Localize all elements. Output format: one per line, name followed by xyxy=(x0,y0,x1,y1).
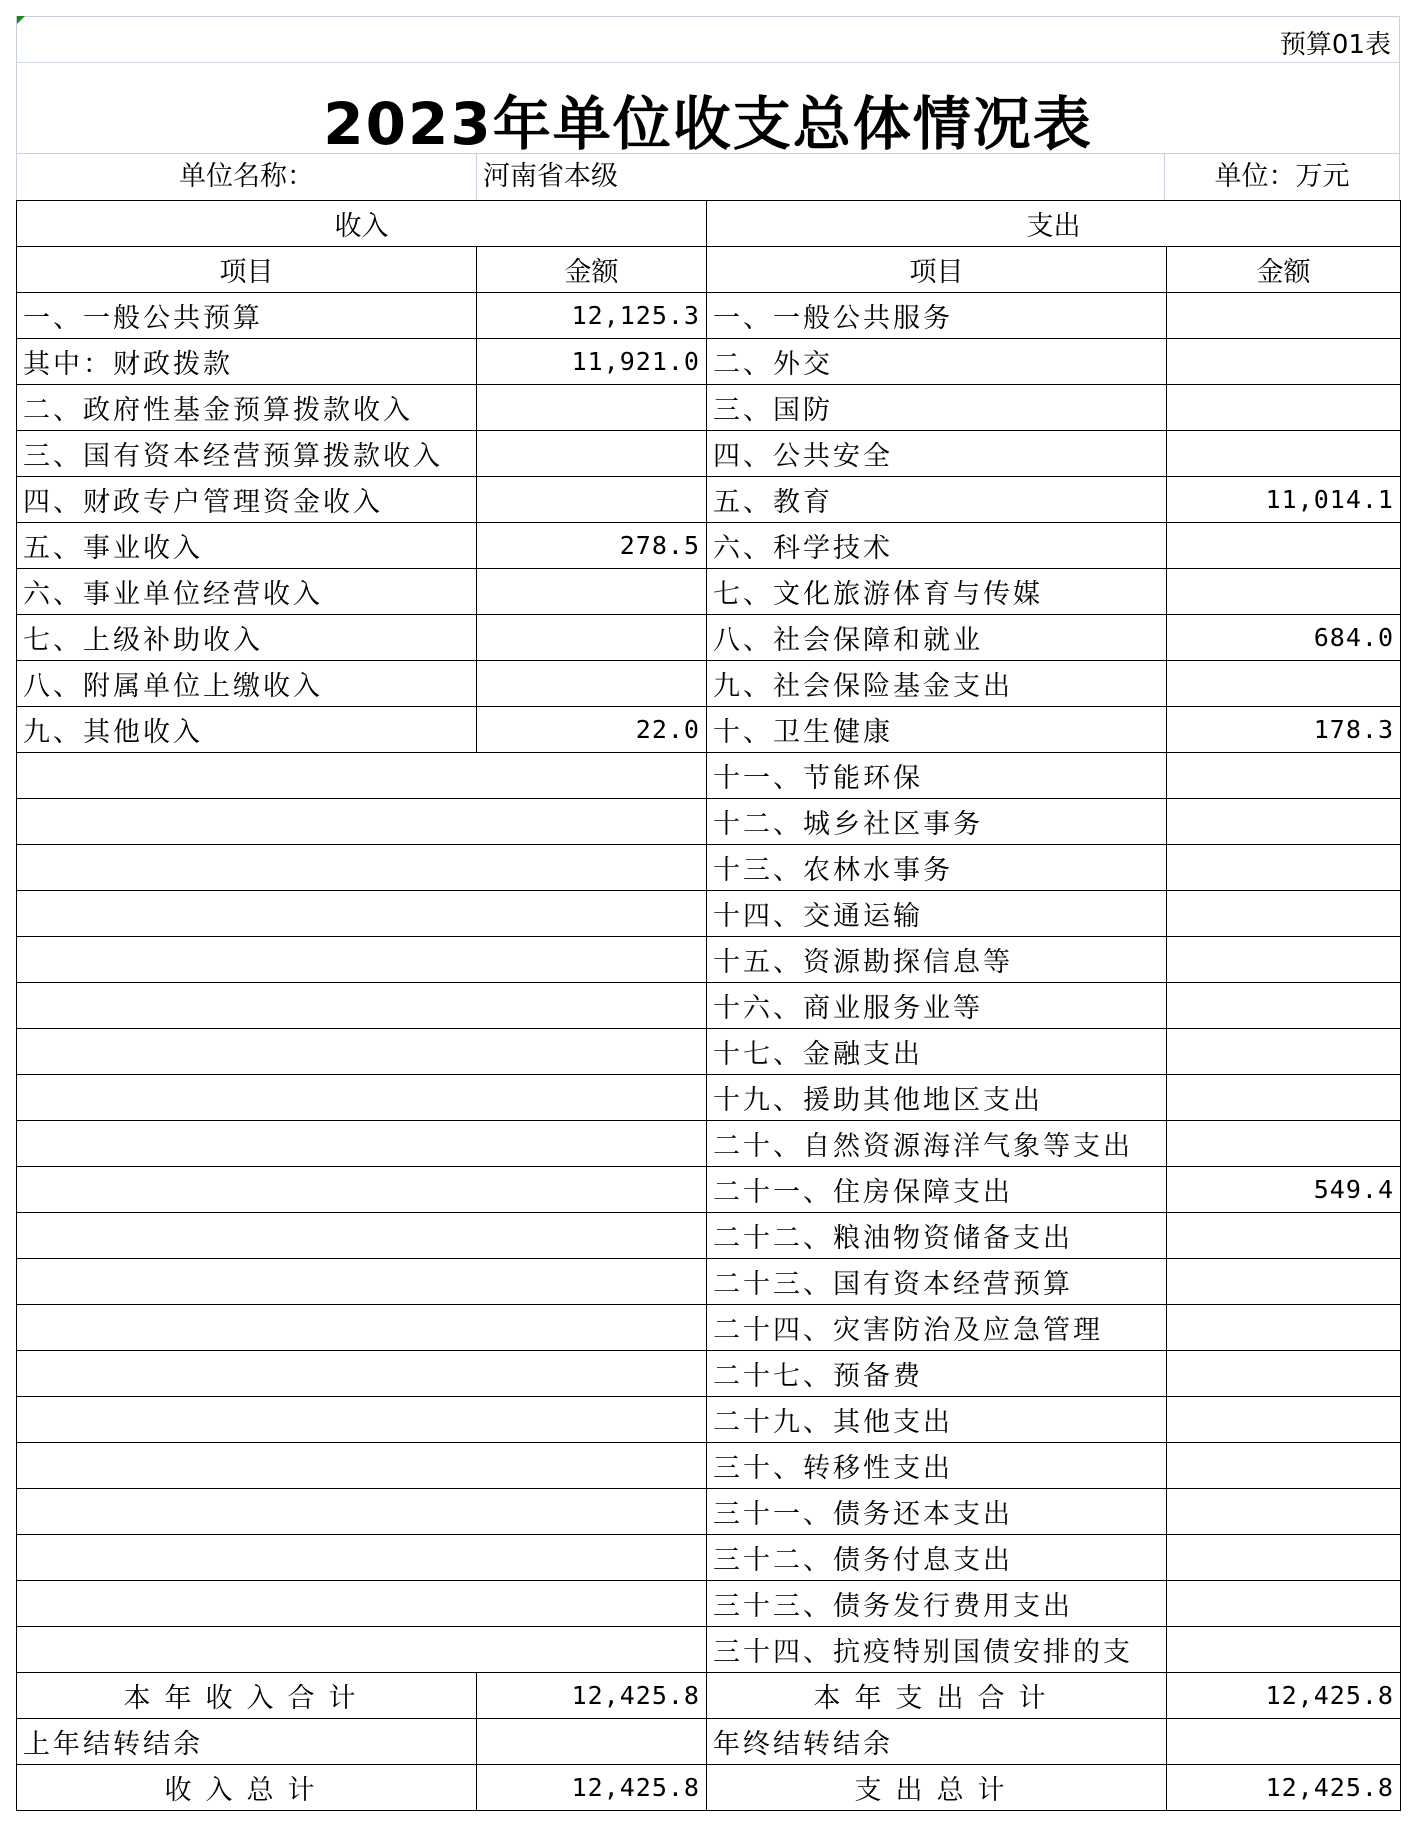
expense-amount-cell xyxy=(1167,1581,1401,1627)
income-item-cell: 一、一般公共预算 xyxy=(17,293,477,339)
expense-amount-cell xyxy=(1167,1029,1401,1075)
page-title: 2023年单位收支总体情况表 xyxy=(323,90,1093,158)
expense-item-cell: 二十四、灾害防治及应急管理 xyxy=(707,1305,1167,1351)
expense-amount-cell xyxy=(1167,1351,1401,1397)
table-row xyxy=(17,385,1401,431)
expense-item-cell: 三十一、债务还本支出 xyxy=(707,1489,1167,1535)
income-item-cell xyxy=(17,1443,707,1489)
table-row xyxy=(17,983,1401,1029)
income-item-cell xyxy=(17,891,707,937)
table-row xyxy=(17,1075,1401,1121)
income-amount-cell: 11,921.0 xyxy=(477,339,707,385)
expense-amount-cell xyxy=(1167,983,1401,1029)
table-row xyxy=(17,891,1401,937)
expense-amount-cell xyxy=(1167,1075,1401,1121)
income-item-cell xyxy=(17,1029,707,1075)
annual-total-row xyxy=(17,1673,1401,1719)
table-row xyxy=(17,615,1401,661)
income-amount-cell xyxy=(477,477,707,523)
table-row xyxy=(17,477,1401,523)
budget-table xyxy=(16,200,1401,1811)
expense-item-cell: 十五、资源勘探信息等 xyxy=(707,937,1167,983)
section-header-row xyxy=(17,201,1401,247)
expense-amount-cell: 549.4 xyxy=(1167,1167,1401,1213)
grand-expense-label: 支出总计 xyxy=(707,1765,1167,1811)
expense-item-cell: 七、文化旅游体育与传媒 xyxy=(707,569,1167,615)
table-row xyxy=(17,661,1401,707)
budget-sheet xyxy=(16,16,1400,1812)
expense-amount-cell xyxy=(1167,1489,1401,1535)
table-row xyxy=(17,753,1401,799)
expense-amount-cell xyxy=(1167,753,1401,799)
expense-amount-col-header: 金额 xyxy=(1167,247,1401,293)
grand-income-label: 收入总计 xyxy=(17,1765,477,1811)
corner-marker-icon xyxy=(17,16,25,24)
form-code-row xyxy=(16,16,1400,62)
income-amount-cell xyxy=(477,661,707,707)
expense-amount-cell xyxy=(1167,1121,1401,1167)
prior-balance-value xyxy=(477,1719,707,1765)
prior-balance-label: 上年结转结余 xyxy=(17,1719,477,1765)
expense-amount-cell xyxy=(1167,293,1401,339)
income-header: 收入 xyxy=(17,201,707,247)
table-row xyxy=(17,523,1401,569)
table-row xyxy=(17,1489,1401,1535)
table-row xyxy=(17,431,1401,477)
expense-amount-cell xyxy=(1167,385,1401,431)
table-row xyxy=(17,707,1401,753)
expense-amount-cell xyxy=(1167,1213,1401,1259)
income-item-cell xyxy=(17,1075,707,1121)
table-row xyxy=(17,1351,1401,1397)
expense-amount-cell xyxy=(1167,1305,1401,1351)
unit-info-row xyxy=(16,154,1400,200)
income-total-label: 本年收入合计 xyxy=(17,1673,477,1719)
expense-item-cell: 三十四、抗疫特别国债安排的支 xyxy=(707,1627,1167,1673)
expense-item-col-header: 项目 xyxy=(707,247,1167,293)
expense-amount-cell xyxy=(1167,339,1401,385)
expense-amount-cell xyxy=(1167,845,1401,891)
form-code: 预算01表 xyxy=(1279,30,1391,60)
income-item-cell xyxy=(17,1351,707,1397)
expense-amount-cell: 684.0 xyxy=(1167,615,1401,661)
expense-amount-cell xyxy=(1167,661,1401,707)
expense-item-cell: 十三、农林水事务 xyxy=(707,845,1167,891)
income-item-cell: 五、事业收入 xyxy=(17,523,477,569)
income-item-cell xyxy=(17,799,707,845)
table-row xyxy=(17,937,1401,983)
unit-name-label: 单位名称： xyxy=(16,154,476,200)
expense-item-cell: 二、外交 xyxy=(707,339,1167,385)
table-row xyxy=(17,799,1401,845)
expense-amount-cell xyxy=(1167,431,1401,477)
table-row xyxy=(17,1397,1401,1443)
table-row xyxy=(17,1581,1401,1627)
income-total-value: 12,425.8 xyxy=(477,1673,707,1719)
expense-item-cell: 十六、商业服务业等 xyxy=(707,983,1167,1029)
income-amount-cell: 22.0 xyxy=(477,707,707,753)
income-item-cell: 九、其他收入 xyxy=(17,707,477,753)
table-row xyxy=(17,1305,1401,1351)
table-row xyxy=(17,1167,1401,1213)
expense-amount-cell: 11,014.1 xyxy=(1167,477,1401,523)
income-item-cell: 三、国有资本经营预算拨款收入 xyxy=(17,431,477,477)
income-item-cell xyxy=(17,1489,707,1535)
expense-amount-cell xyxy=(1167,1443,1401,1489)
expense-total-value: 12,425.8 xyxy=(1167,1673,1401,1719)
expense-item-cell: 二十三、国有资本经营预算 xyxy=(707,1259,1167,1305)
table-row xyxy=(17,1029,1401,1075)
table-row xyxy=(17,845,1401,891)
table-row xyxy=(17,293,1401,339)
expense-item-cell: 二十、自然资源海洋气象等支出 xyxy=(707,1121,1167,1167)
expense-amount-cell xyxy=(1167,523,1401,569)
expense-item-cell: 六、科学技术 xyxy=(707,523,1167,569)
income-item-cell: 二、政府性基金预算拨款收入 xyxy=(17,385,477,431)
income-item-cell xyxy=(17,1397,707,1443)
table-row xyxy=(17,569,1401,615)
year-end-balance-label: 年终结转结余 xyxy=(707,1719,1167,1765)
expense-item-cell: 八、社会保障和就业 xyxy=(707,615,1167,661)
income-item-cell xyxy=(17,1259,707,1305)
unit-name-value: 河南省本级 xyxy=(476,154,1164,200)
expense-amount-cell xyxy=(1167,1397,1401,1443)
expense-amount-cell xyxy=(1167,569,1401,615)
expense-item-cell: 五、教育 xyxy=(707,477,1167,523)
income-item-cell xyxy=(17,937,707,983)
currency-unit: 单位：万元 xyxy=(1164,154,1400,200)
expense-amount-cell xyxy=(1167,799,1401,845)
income-item-cell: 八、附属单位上缴收入 xyxy=(17,661,477,707)
table-row xyxy=(17,1213,1401,1259)
income-amount-col-header: 金额 xyxy=(477,247,707,293)
grand-income-value: 12,425.8 xyxy=(477,1765,707,1811)
expense-item-cell: 二十二、粮油物资储备支出 xyxy=(707,1213,1167,1259)
expense-amount-cell xyxy=(1167,1259,1401,1305)
income-amount-cell xyxy=(477,431,707,477)
expense-amount-cell xyxy=(1167,891,1401,937)
table-row xyxy=(17,1535,1401,1581)
expense-item-cell: 三、国防 xyxy=(707,385,1167,431)
expense-amount-cell xyxy=(1167,1535,1401,1581)
income-item-cell: 六、事业单位经营收入 xyxy=(17,569,477,615)
table-row xyxy=(17,1121,1401,1167)
income-item-cell xyxy=(17,753,707,799)
expense-item-cell: 十九、援助其他地区支出 xyxy=(707,1075,1167,1121)
expense-item-cell: 二十九、其他支出 xyxy=(707,1397,1167,1443)
year-end-balance-value xyxy=(1167,1719,1401,1765)
income-item-cell xyxy=(17,1213,707,1259)
title-row xyxy=(16,62,1400,158)
expense-item-cell: 一、一般公共服务 xyxy=(707,293,1167,339)
income-amount-cell: 278.5 xyxy=(477,523,707,569)
expense-item-cell: 二十七、预备费 xyxy=(707,1351,1167,1397)
table-row xyxy=(17,1443,1401,1489)
expense-item-cell: 三十二、债务付息支出 xyxy=(707,1535,1167,1581)
expense-item-cell: 十七、金融支出 xyxy=(707,1029,1167,1075)
income-item-cell xyxy=(17,1305,707,1351)
income-item-col-header: 项目 xyxy=(17,247,477,293)
table-row xyxy=(17,1259,1401,1305)
income-item-cell xyxy=(17,1167,707,1213)
grand-total-row xyxy=(17,1765,1401,1811)
income-item-cell xyxy=(17,1535,707,1581)
column-header-row xyxy=(17,247,1401,293)
expense-item-cell: 三十、转移性支出 xyxy=(707,1443,1167,1489)
income-amount-cell: 12,125.3 xyxy=(477,293,707,339)
expense-item-cell: 二十一、住房保障支出 xyxy=(707,1167,1167,1213)
income-amount-cell xyxy=(477,615,707,661)
expense-item-cell: 十二、城乡社区事务 xyxy=(707,799,1167,845)
expense-item-cell: 三十三、债务发行费用支出 xyxy=(707,1581,1167,1627)
balance-row xyxy=(17,1719,1401,1765)
expense-amount-cell: 178.3 xyxy=(1167,707,1401,753)
income-amount-cell xyxy=(477,385,707,431)
income-item-cell xyxy=(17,845,707,891)
income-item-cell xyxy=(17,1627,707,1673)
income-item-cell: 四、财政专户管理资金收入 xyxy=(17,477,477,523)
expense-item-cell: 十、卫生健康 xyxy=(707,707,1167,753)
expense-total-label: 本年支出合计 xyxy=(707,1673,1167,1719)
grand-expense-value: 12,425.8 xyxy=(1167,1765,1401,1811)
income-amount-cell xyxy=(477,569,707,615)
expense-header: 支出 xyxy=(707,201,1401,247)
expense-amount-cell xyxy=(1167,1627,1401,1673)
table-row xyxy=(17,339,1401,385)
income-item-cell xyxy=(17,1121,707,1167)
income-item-cell xyxy=(17,1581,707,1627)
income-item-cell: 七、上级补助收入 xyxy=(17,615,477,661)
expense-item-cell: 四、公共安全 xyxy=(707,431,1167,477)
expense-item-cell: 九、社会保险基金支出 xyxy=(707,661,1167,707)
expense-item-cell: 十四、交通运输 xyxy=(707,891,1167,937)
expense-amount-cell xyxy=(1167,937,1401,983)
expense-item-cell: 十一、节能环保 xyxy=(707,753,1167,799)
table-row xyxy=(17,1627,1401,1673)
income-item-cell: 其中：财政拨款 xyxy=(17,339,477,385)
income-item-cell xyxy=(17,983,707,1029)
